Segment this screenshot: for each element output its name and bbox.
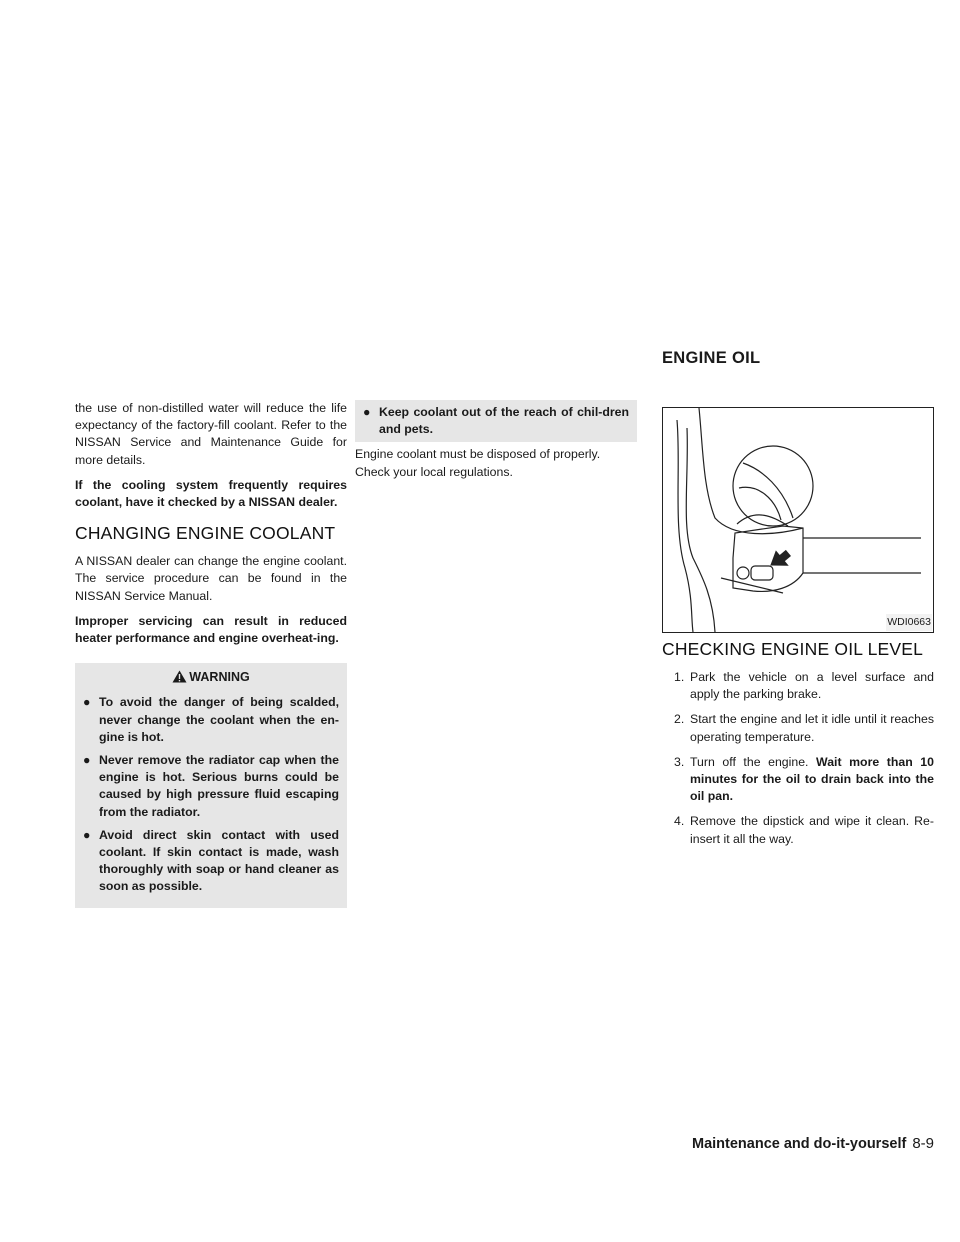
warning-text: Avoid direct skin contact with used coolant. If skin contact is made, wash thoroughly with soap or hand cleaner as soon as possible. <box>99 827 339 894</box>
bullet-icon: ● <box>83 753 91 768</box>
column-right <box>662 400 934 856</box>
warning-title: WARNING <box>189 670 250 685</box>
step-text: Start the engine and let it idle until it reaches operating temperature. <box>690 712 934 744</box>
warning-text: Never remove the radiator cap when the engine is hot. Serious burns could be caused by high pressure fluid escaping from the radiator. <box>99 753 339 819</box>
warning-triangle-icon <box>172 670 187 683</box>
step-number: 2. <box>674 712 685 727</box>
warning-text: To avoid the danger of being scalded, never change the coolant when the en-gine is hot. <box>99 695 339 744</box>
keep-coolant-item <box>363 404 629 438</box>
bullet-icon: ● <box>83 827 91 842</box>
page-footer <box>662 1135 934 1152</box>
keep-coolant-text: Keep coolant out of the reach of chil-dren and pets. <box>379 405 629 437</box>
list-item <box>662 813 934 847</box>
disposal-paragraph: Engine coolant must be disposed of properly. Check your local regulations. <box>355 447 601 479</box>
list-item <box>662 711 934 745</box>
column-middle <box>355 400 637 489</box>
cooling-note: If the cooling system frequently requires coolant, have it checked by a NISSAN dealer. <box>75 477 347 510</box>
engine-illustration <box>663 408 933 632</box>
warning-item <box>83 827 339 896</box>
warning-header <box>83 669 339 686</box>
column-left <box>75 400 347 908</box>
checking-oil-heading: CHECKING ENGINE OIL LEVEL <box>662 639 924 659</box>
bullet-icon: ● <box>83 695 91 710</box>
keep-coolant-box <box>355 400 637 442</box>
step-number: 4. <box>674 814 685 829</box>
warning-item <box>83 752 339 821</box>
step-text: Park the vehicle on a level surface and apply the parking brake. <box>690 670 934 702</box>
dealer-paragraph: A NISSAN dealer can change the engine coolant. The service procedure can be found in the NISSAN Service Manual. <box>75 554 347 603</box>
list-item <box>662 669 934 703</box>
changing-coolant-heading: CHANGING ENGINE COOLANT <box>75 523 336 544</box>
warning-item <box>83 694 339 746</box>
list-item <box>662 754 934 806</box>
intro-paragraph: the use of non-distilled water will reduce the life expectancy of the factory-fill coolant. Refer to the NISSAN Service and Maintenance Guide for more details. <box>75 401 347 467</box>
improper-servicing-note: Improper servicing can result in reduced heater performance and engine overheat-ing. <box>75 613 347 646</box>
step-number: 3. <box>674 754 685 769</box>
step-text: Remove the dipstick and wipe it clean. Re-insert it all the way. <box>690 814 934 846</box>
step-number: 1. <box>674 670 685 684</box>
warning-box <box>75 663 347 907</box>
section-title: ENGINE OIL <box>662 349 761 367</box>
bullet-icon: ● <box>363 405 371 419</box>
page-number: 8-9 <box>912 1135 934 1152</box>
figure-label: WDI0663 <box>886 614 932 631</box>
engine-figure <box>662 407 934 633</box>
chapter-title: Maintenance and do-it-yourself <box>692 1136 907 1152</box>
oil-steps-list <box>662 669 934 848</box>
step-text: Turn off the engine. Wait more than 10 minutes for the oil to drain back into the oil pan. <box>690 754 934 804</box>
